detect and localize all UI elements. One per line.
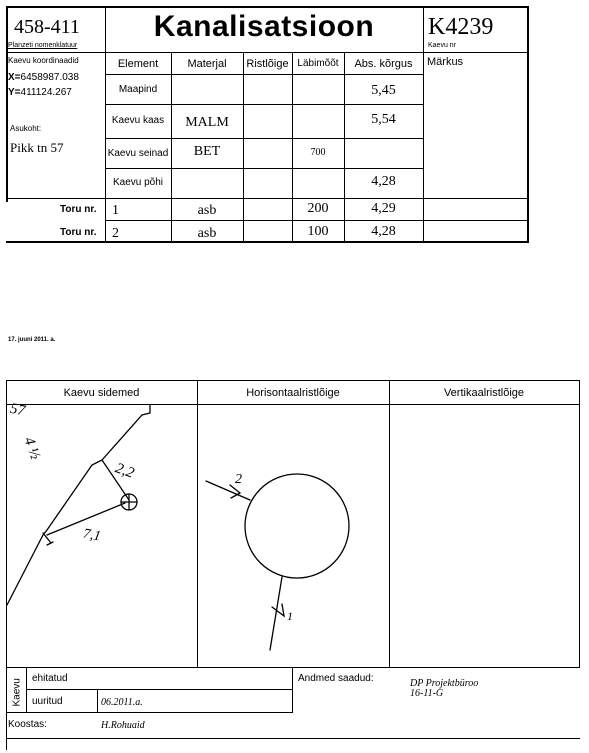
pipe-diameter: 100 bbox=[307, 224, 329, 239]
row-element: Kaevu põhi bbox=[112, 177, 164, 188]
row-diameter: 700 bbox=[310, 147, 326, 158]
address-label: Asukoht: bbox=[10, 124, 42, 133]
pipe-material: asb bbox=[197, 226, 217, 241]
row-element: Kaevu kaas bbox=[111, 115, 165, 126]
panel-title-horizontal: Horisontaalristlõige bbox=[246, 387, 340, 399]
row-material: BET bbox=[193, 144, 221, 159]
well-id-caption: Kaevu nr bbox=[428, 42, 457, 49]
pipe-label: Toru nr. bbox=[60, 204, 97, 215]
sheet-number: 458-411 bbox=[14, 16, 80, 38]
coord-y: Y=411124.267 bbox=[8, 87, 72, 98]
pipe-number: 2 bbox=[112, 226, 119, 241]
coord-label: Kaevu koordinaadid bbox=[8, 56, 79, 65]
page-title: Kanalisatsioon bbox=[153, 10, 375, 43]
surveyed-label: uuritud bbox=[32, 696, 63, 707]
surveyed-value: 06.2011.a. bbox=[101, 697, 143, 708]
address-value: Pikk tn 57 bbox=[10, 140, 64, 155]
pipe-height: 4,28 bbox=[371, 224, 396, 239]
data-from-label: Andmed saadud: bbox=[298, 673, 374, 684]
panel-title-vertical: Vertikaalristlõige bbox=[443, 387, 525, 399]
col-height: Abs. kõrgus bbox=[354, 58, 413, 70]
col-notes: Märkus bbox=[427, 56, 464, 68]
row-height: 5,45 bbox=[371, 83, 396, 98]
built-label: ehitatud bbox=[32, 673, 68, 684]
pipe-material: asb bbox=[197, 203, 217, 218]
footer-side-label: Kaevu bbox=[11, 678, 23, 707]
horizontal-label-out: 1 bbox=[287, 609, 293, 623]
data-from-value-2: 16-11-G bbox=[410, 688, 444, 699]
date-note: 17. juuni 2011. a. bbox=[8, 337, 56, 343]
horizontal-label-in: 2 bbox=[235, 472, 242, 487]
col-diameter: Läbimõõt bbox=[297, 58, 339, 69]
coord-x: X=6458987.038 bbox=[8, 72, 79, 83]
col-cross: Ristlõige bbox=[246, 58, 289, 70]
col-material: Materjal bbox=[187, 58, 227, 70]
row-material: MALM bbox=[185, 115, 229, 130]
pipe-diameter: 200 bbox=[307, 201, 329, 216]
row-height: 5,54 bbox=[371, 112, 396, 127]
col-element: Element bbox=[117, 58, 159, 70]
panel-title-sidemed: Kaevu sidemed bbox=[63, 387, 140, 399]
sidemed-label-d: 7,1 bbox=[81, 526, 102, 545]
pipe-label: Toru nr. bbox=[60, 227, 97, 238]
pipe-height: 4,29 bbox=[371, 201, 396, 216]
sidemed-label-c: 2,2 bbox=[113, 460, 137, 482]
author-label: Koostas: bbox=[8, 719, 47, 730]
pipe-number: 1 bbox=[112, 203, 119, 218]
sheet-number-caption: Planzeti nomenklatuur bbox=[8, 42, 78, 49]
sidemed-label-a: 57 bbox=[8, 400, 27, 420]
well-id: K4239 bbox=[428, 14, 494, 40]
horizontal-sketch bbox=[198, 405, 388, 667]
author-value: H.Rohuaid bbox=[101, 720, 145, 731]
row-element: Maapind bbox=[118, 84, 158, 95]
row-element: Kaevu seinad bbox=[107, 148, 169, 159]
sidemed-label-b: 4 ½ bbox=[20, 435, 44, 462]
row-height: 4,28 bbox=[371, 174, 396, 189]
data-from-value-1: DP Projektbüroo bbox=[410, 678, 479, 689]
